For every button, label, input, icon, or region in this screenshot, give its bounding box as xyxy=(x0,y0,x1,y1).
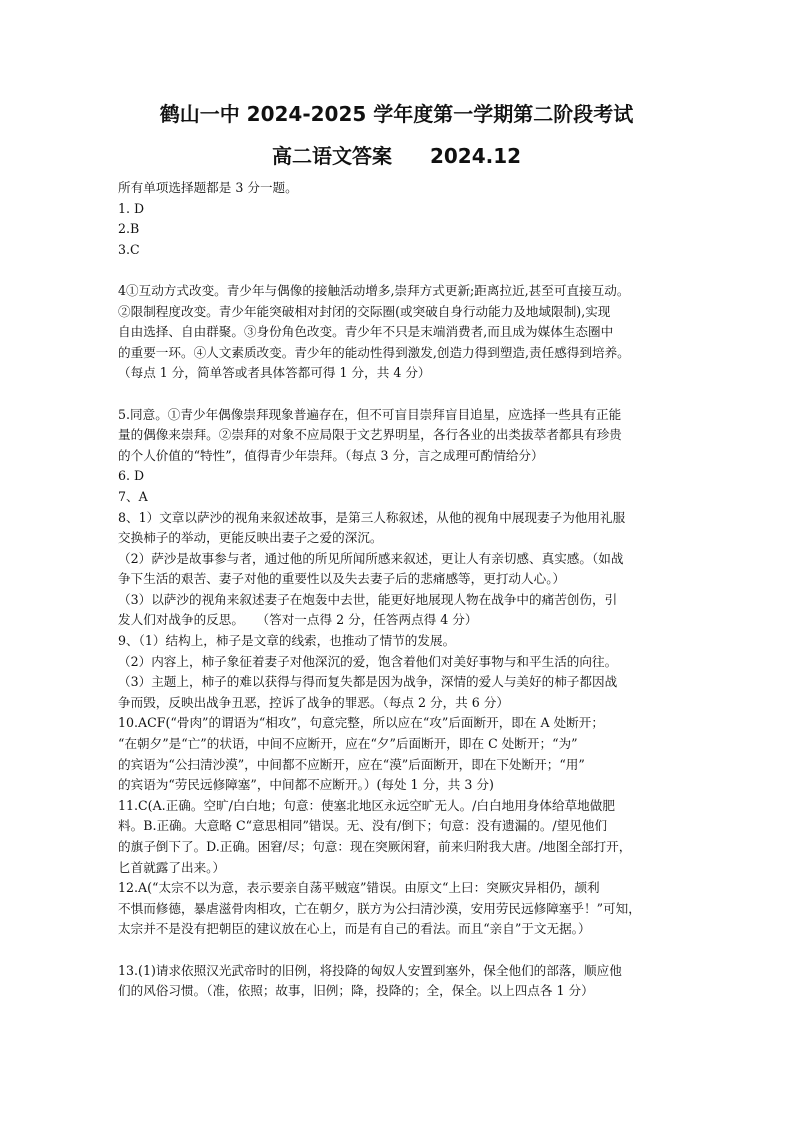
answer-line: 10.ACF(“骨肉”的谓语为“相攻”，句意完整，所以应在“攻”后面断开，即在 A 处断开； xyxy=(118,715,604,731)
answer-line: （2）内容上，柿子象征着妻子对他深沉的爱，饱含着他们对美好事物与和平生活的向往。 xyxy=(118,653,618,669)
answer-line: 不惧而修德，暴虐滋骨肉相攻，亡在朝夕，朕方为公扫清沙漠，安用劳民远修障塞乎！”可知， xyxy=(118,900,641,916)
blank-line xyxy=(118,940,690,961)
answer-line: ②限制程度改变。青少年能突破相对封闭的交际圈(或突破自身行动能力及地域限制),实现 xyxy=(118,303,611,319)
answer-line: 的个人价值的“特性”，值得青少年崇拜。（每点 3 分，言之成理可酌情给分） xyxy=(118,447,544,463)
answer-heading xyxy=(0,140,793,169)
answer-line: 2.B xyxy=(118,221,140,237)
answer-line: 匕首就露了出来。） xyxy=(118,859,226,875)
answer-line: 自由选择、自由群聚。③身份角色改变。青少年不只是末端消费者,而且成为媒体生态圈中 xyxy=(118,324,614,340)
answer-line: 量的偶像来崇拜。②崇拜的对象不应局限于文艺界明星，各行各业的出类拔萃者都具有珍贵 xyxy=(118,427,622,443)
answer-line: 的重要一环。④人文素质改变。青少年的能动性得到激发,创造力得到塑造,责任感得到培养。 xyxy=(118,344,630,360)
answer-heading-label: 高二语文答案 xyxy=(271,144,392,168)
answer-line: 们的风俗习惯。（准，依照；故事，旧例；降，投降的；全，保全。以上四点各 1 分） xyxy=(118,983,594,999)
answer-line: 9、（1）结构上，柿子是文章的线索，也推动了情节的发展。 xyxy=(118,633,456,649)
answer-line: （2）萨沙是故事参与者，通过他的所见所闻所感来叙述，更让人有亲切感、真实感。（如战 xyxy=(118,550,624,566)
exam-title: 鹤山一中 2024-2025 学年度第一学期第二阶段考试 xyxy=(159,102,634,126)
answer-line: 争下生活的艰苦、妻子对他的重要性以及失去妻子后的悲痛感等，更打动人心。） xyxy=(118,571,566,587)
answer-line: 5.同意。①青少年偶像崇拜现象普遍存在，但不可盲目崇拜盲目追星，应选择一些具有正能 xyxy=(118,406,622,422)
answer-line: 13.(1)请求依照汉光武帝时的旧例，将投降的匈奴人安置到塞外，保全他们的部落，顺应他 xyxy=(118,962,622,978)
answer-line: 11.C(A.正确。空旷/白白地；句意：使塞北地区永远空旷无人。/白白地用身体给草地做肥 xyxy=(118,797,615,813)
blank-line xyxy=(118,260,690,281)
blank-line xyxy=(118,384,690,405)
answer-line: “在朝夕”是“亡”的状语，中间不应断开，应在“夕”后面断开，即在 C 处断开；“为” xyxy=(118,736,578,752)
answer-line: 发人们对战争的反思。 （答对一点得 2 分，任答两点得 4 分） xyxy=(118,612,478,628)
answer-heading-date: 2024.12 xyxy=(429,144,522,168)
answer-line: 所有单项选择题都是 3 分一题。 xyxy=(118,180,298,195)
answer-line: （每点 1 分，简单答或者具体答都可得 1 分，共 4 分） xyxy=(118,365,431,381)
answer-line: （3）主题上，柿子的难以获得与得而复失都是因为战争，深情的爱人与美好的柿子都因战 xyxy=(118,674,618,690)
answer-line: 4①互动方式改变。青少年与偶像的接触活动增多,崇拜方式更新;距离拉近,甚至可直接互动。 xyxy=(118,282,630,298)
answer-line: 争而毁，反映出战争丑恶，控诉了战争的罪恶。（每点 2 分，共 6 分） xyxy=(118,694,509,710)
answer-line: 12.A(“太宗不以为意，表示要亲自荡平贼寇”错误。由原文“上曰：突厥灾异相仍，颉利 xyxy=(118,880,600,896)
answer-line: 6. D xyxy=(118,468,145,484)
answer-line: 交换柿子的举动，更能反映出妻子之爱的深沉。 xyxy=(118,530,383,546)
answer-body xyxy=(118,178,690,1002)
answer-line: 8、1）文章以萨沙的视角来叙述故事，是第三人称叙述，从他的视角中展现妻子为他用礼服 xyxy=(118,509,626,525)
answer-line: 的旗子倒下了。D.正确。困窘/尽；句意：现在突厥闲窘，前来归附我大唐。/地图全部打开， xyxy=(118,839,632,854)
answer-line: 太宗并不是没有把朝臣的建议放在心上，而是有自己的看法。而且“亲自”于文无据。） xyxy=(118,921,591,937)
answer-line: 的宾语为“劳民远修障塞”，中间都不应断开。）(每处 1 分，共 3 分) xyxy=(118,777,494,793)
answer-line: 1. D xyxy=(118,200,145,216)
answer-line: 的宾语为“公扫清沙漠”，中间都不应断开，应在“漠”后面断开，即在下处断开；“用” xyxy=(118,756,585,772)
answer-line: 料。B.正确。大意略 C“意思相同”错误。无、没有/倒下；句意：没有遗漏的。/望见他们 xyxy=(118,818,608,834)
answer-line: 7、A xyxy=(118,488,148,504)
answer-line: （3）以萨沙的视角来叙述妻子在炮轰中去世，能更好地展现人物在战争中的痛苦创伤，引 xyxy=(118,591,618,607)
answer-line: 3.C xyxy=(118,241,140,257)
